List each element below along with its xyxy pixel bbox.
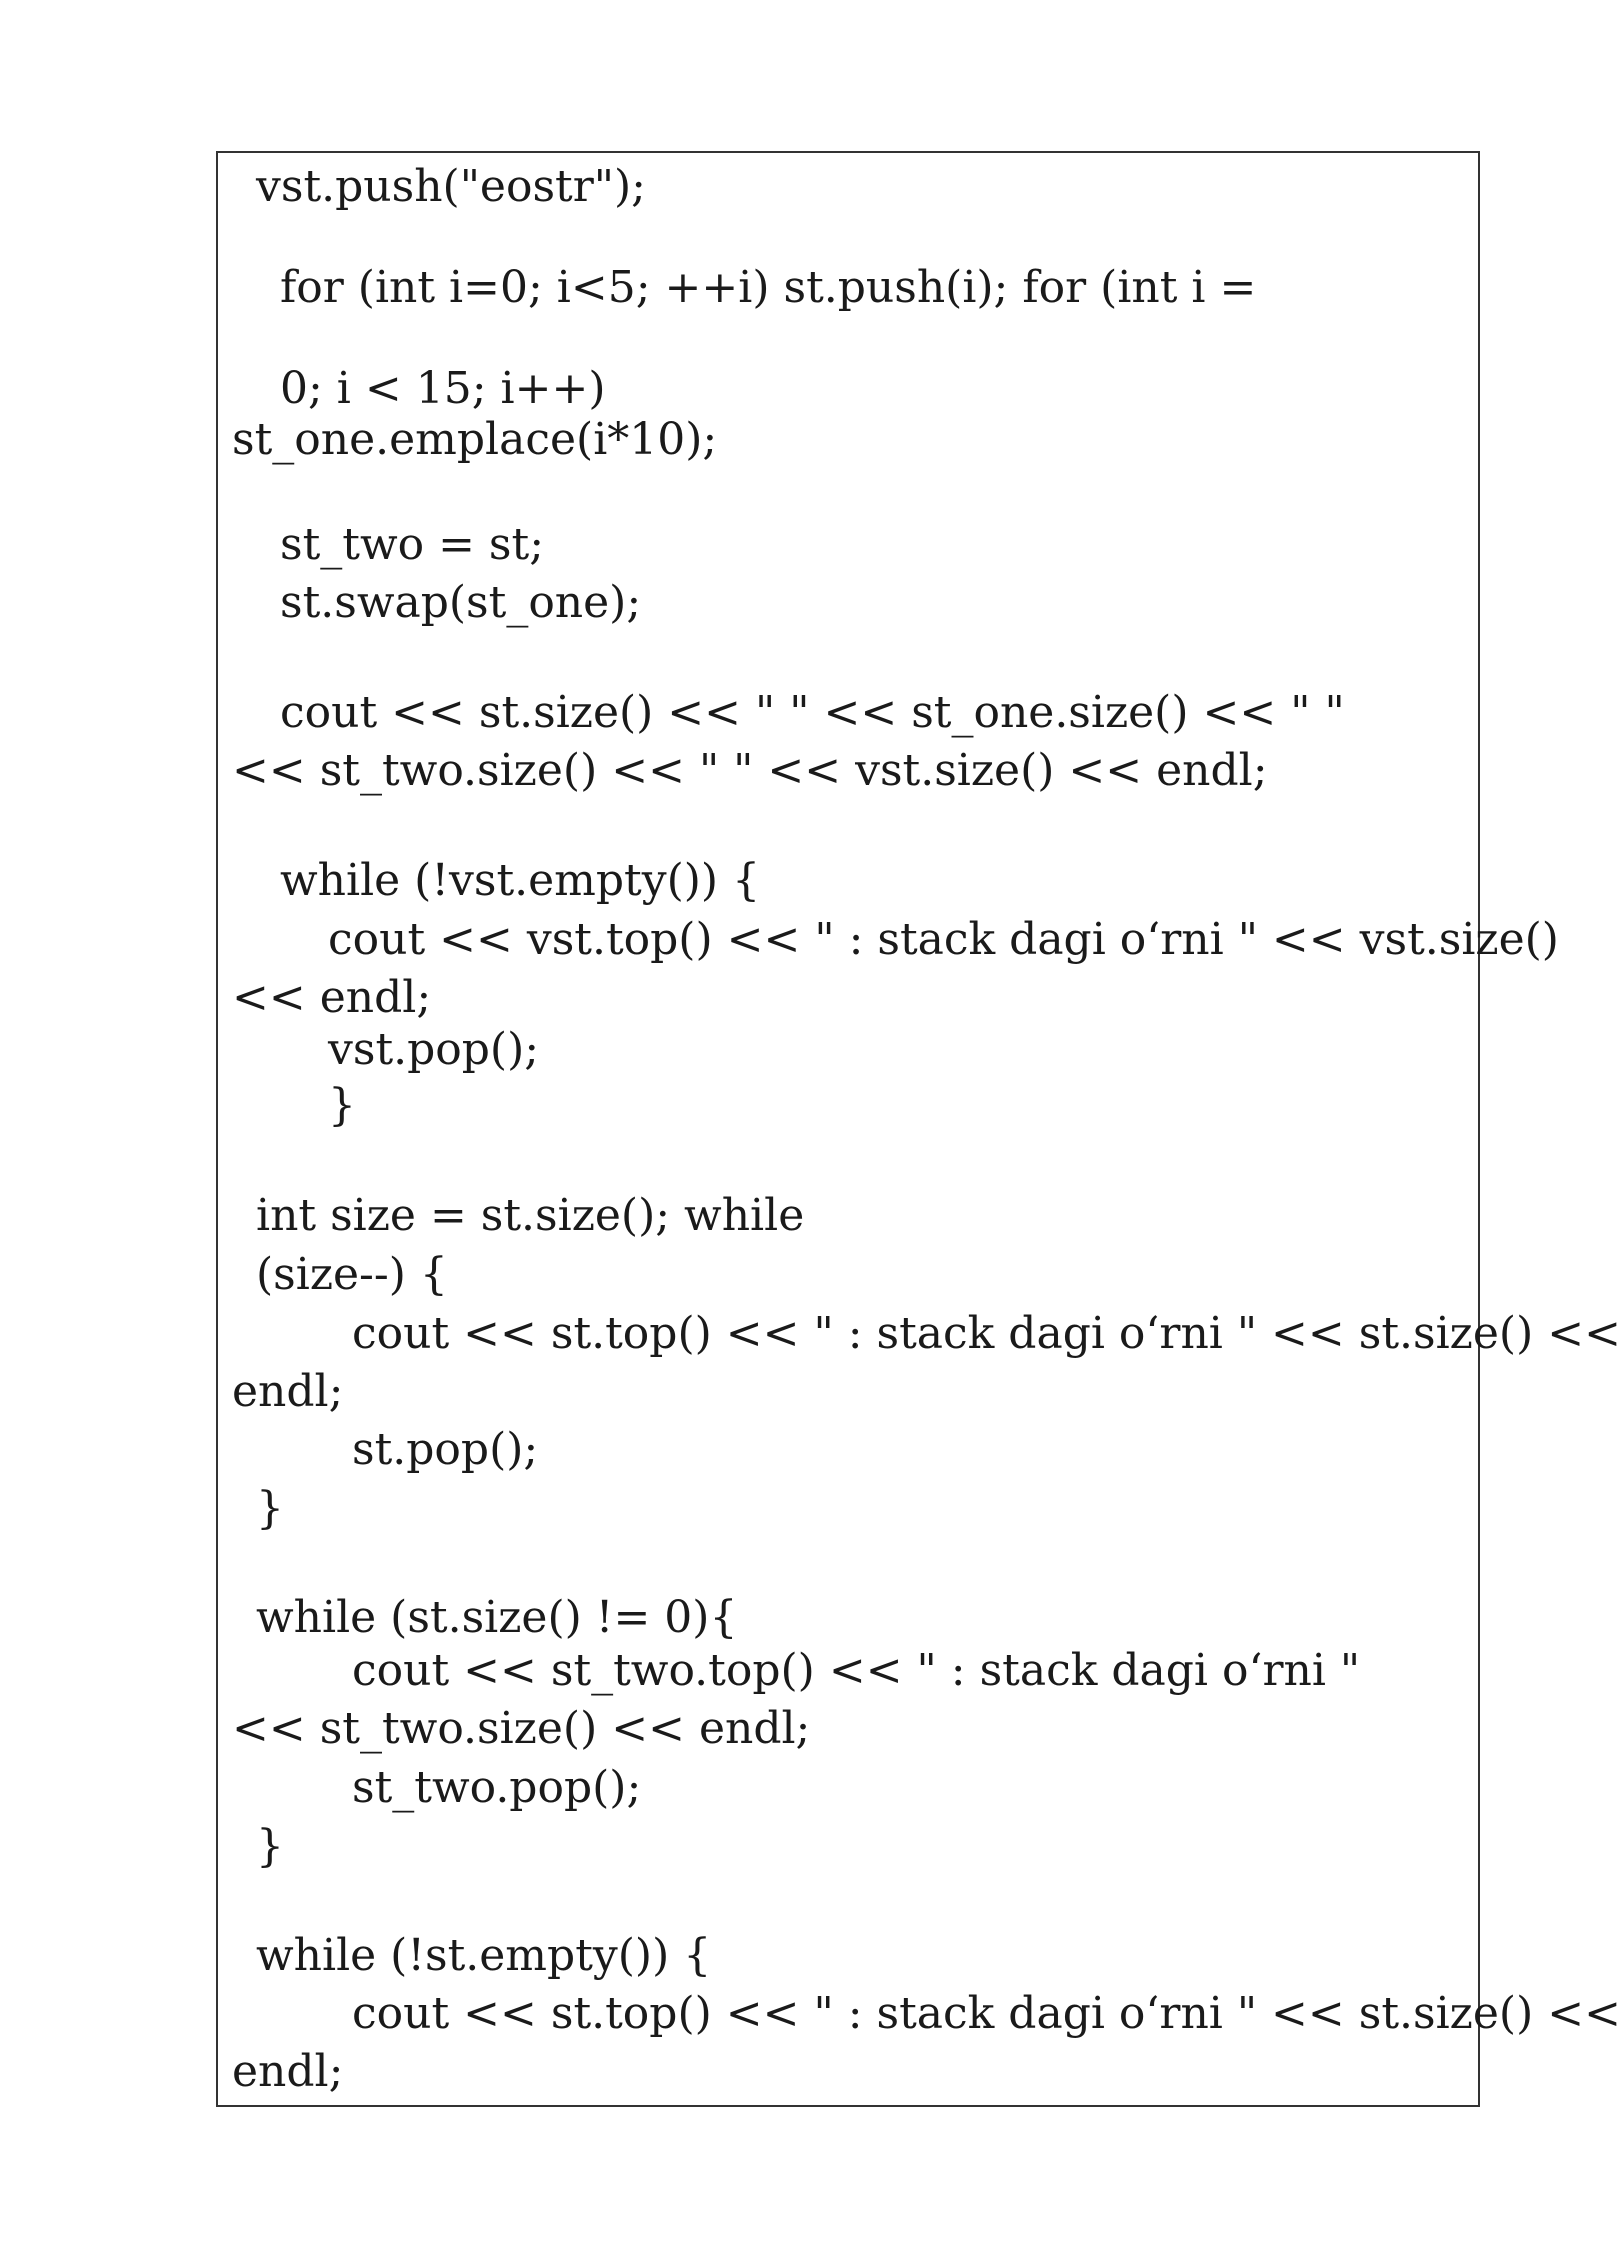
code-line: cout << st.top() << " : stack dagi o‘rni " << st.size() << [352,1988,1621,2039]
code-listing-box [216,151,1621,2107]
code-line: st.swap(st_one); [280,577,642,628]
code-line: st_two = st; [280,519,545,570]
code-line: << st_two.size() << endl; [232,1703,811,1754]
code-line: while (!st.empty()) { [256,1930,712,1981]
code-line: } [256,1821,284,1872]
code-line: endl; [232,2046,344,2097]
code-line: } [256,1483,284,1534]
code-line: vst.pop(); [328,1024,540,1075]
code-line: << endl; [232,972,432,1023]
code-line: st.pop(); [352,1424,539,1475]
code-line: int size = st.size(); while [256,1190,805,1241]
code-line: st_two.pop(); [352,1762,642,1813]
code-line: cout << st.size() << " " << st_one.size() << " " [280,687,1345,738]
code-line: vst.push("eostr"); [256,161,646,212]
code-line: } [328,1080,356,1131]
code-line: st_one.emplace(i*10); [232,414,718,465]
code-line: while (st.size() != 0){ [256,1592,738,1643]
code-line: (size--) { [256,1249,448,1300]
code-line: for (int i=0; i<5; ++i) st.push(i); for (int i = [280,262,1257,313]
code-line: 0; i < 15; i++) [280,363,606,414]
code-line: while (!vst.empty()) { [280,855,761,906]
code-line: << st_two.size() << " " << vst.size() << endl; [232,745,1268,796]
code-line: endl; [232,1366,344,1417]
code-line: cout << st_two.top() << " : stack dagi o‘rni " [352,1645,1361,1696]
code-line: cout << st.top() << " : stack dagi o‘rni " << st.size() << [352,1308,1621,1359]
code-line: cout << vst.top() << " : stack dagi o‘rni " << vst.size() [328,914,1559,965]
